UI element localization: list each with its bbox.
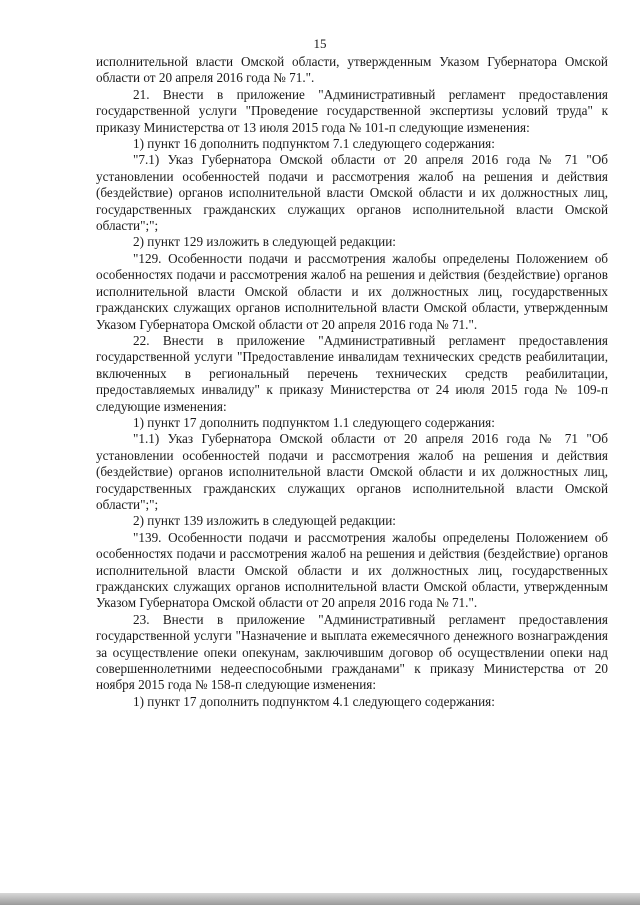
paragraph: 1) пункт 17 дополнить подпунктом 4.1 следующего содержания: — [133, 693, 495, 709]
paragraph: 2) пункт 139 изложить в следующей редакции: — [133, 513, 396, 529]
paragraph: 1) пункт 17 дополнить подпунктом 1.1 следующего содержания: — [133, 414, 495, 430]
page-number: 15 — [313, 36, 327, 51]
paragraph: 1) пункт 16 дополнить подпунктом 7.1 следующего содержания: — [133, 136, 495, 152]
paragraph: 23. Внести в приложение "Административный регламент предоставления государственной услуги "Назначение и выплата ежемесячного денежного вознаграждения за осуществление опеки опекунам, заключившим договор об осуществлении опеки над совершеннолетними недееспособными гражданами" к приказу Министерства от 20 ноября 2015 года № 158-п следующие изменения: — [96, 611, 608, 693]
scan-edge — [0, 893, 640, 905]
paragraph: "1.1) Указ Губернатора Омской области от 20 апреля 2016 года № 71 "Об установлении особенностей подачи и рассмотрения жалоб на решения и действия (бездействие) органов исполнительной власти Омской области и их должностных лиц, государственных гражданских служащих органов исполнительной власти Омской области";"; — [96, 431, 608, 512]
paragraph: "139. Особенности подачи и рассмотрения жалобы определены Положением об особенностях подачи и рассмотрения жалоб на решения и действия (бездействие) органов исполнительной власти Омской области и их должностных лиц, государственных гражданских служащих органов исполнительной власти Омской области, утвержденным Указом Губернатора Омской области от 20 апреля 2016 года № 71.". — [96, 529, 608, 611]
paragraph: 21. Внести в приложение "Административный регламент предоставления государственной услуги "Проведение государственной экспертизы условий труда" к приказу Министерства от 13 июля 2015 года № 101-п следующие изменения: — [96, 86, 608, 135]
paragraph: 22. Внести в приложение "Административный регламент предоставления государственной услуги "Предоставление инвалидам технических средств реабилитации, включенных в региональный перечень технических средств реабилитации, предоставляемых инвалиду" к приказу Министерства от 24 июля 2015 года № 109-п следующие изменения: — [96, 332, 608, 414]
paragraph: "7.1) Указ Губернатора Омской области от 20 апреля 2016 года № 71 "Об установлении особенностей подачи и рассмотрения жалоб на решения и действия (бездействие) органов исполнительной власти Омской области и их должностных лиц, государственных гражданских служащих органов исполнительной власти Омской области";"; — [96, 152, 608, 234]
paragraph: исполнительной власти Омской области, утвержденным Указом Губернатора Омской области от 20 апреля 2016 года № 71.". — [96, 54, 608, 86]
paragraph: "129. Особенности подачи и рассмотрения жалобы определены Положением об особенностях подачи и рассмотрения жалоб на решения и действия (бездействие) органов исполнительной власти Омской области и их должностных лиц, государственных гражданских служащих органов исполнительной власти Омской области, утвержденным Указом Губернатора Омской области от 20 апреля 2016 года № 71.". — [96, 250, 608, 332]
paragraph: 2) пункт 129 изложить в следующей редакции: — [133, 234, 396, 250]
document-body — [96, 54, 608, 710]
